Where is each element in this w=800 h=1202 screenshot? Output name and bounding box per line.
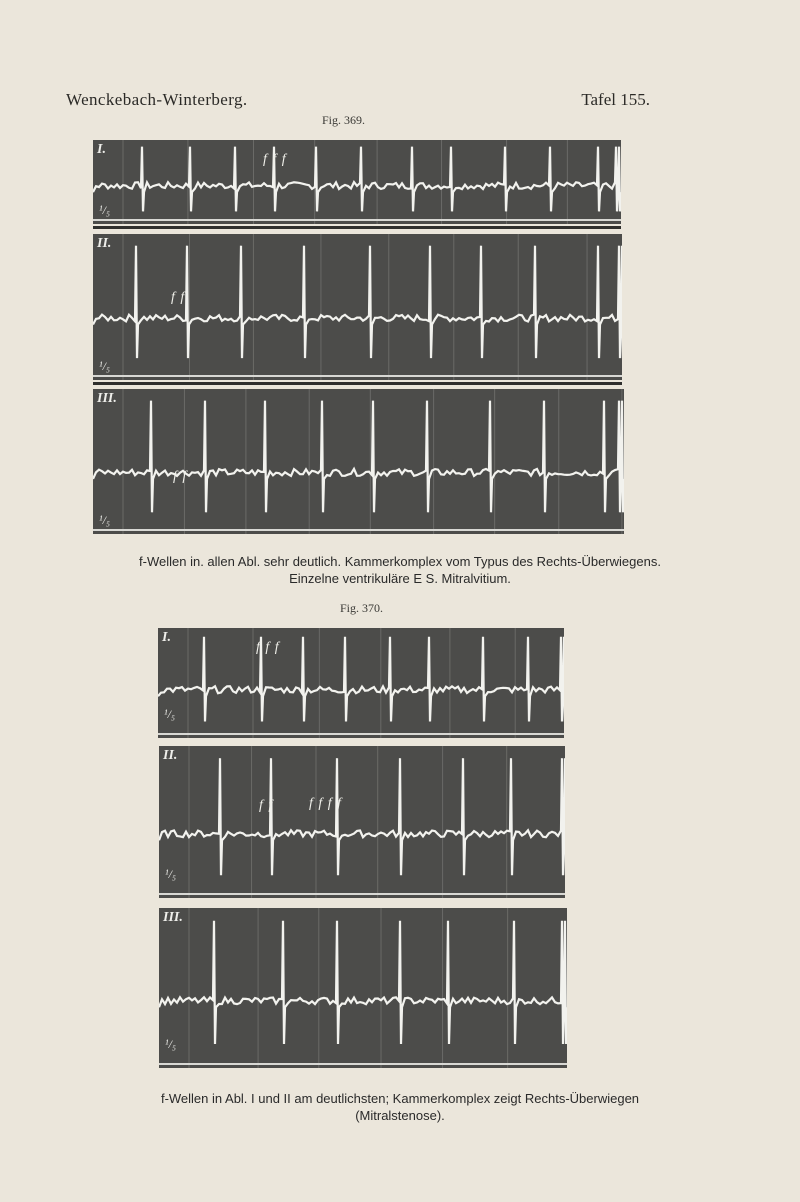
ecg-trace — [159, 746, 565, 898]
time-mark: ¹/₅ — [165, 1037, 177, 1051]
lead-label: III. — [97, 391, 117, 406]
ecg-waveform — [93, 147, 621, 212]
f-wave-label: f f f — [263, 152, 287, 167]
lead-label: III. — [163, 910, 183, 925]
divider — [93, 382, 622, 385]
lead-label: II. — [163, 748, 178, 763]
f-wave-label: f f — [171, 290, 186, 305]
figure-369-caption — [60, 553, 740, 587]
ecg-strip-369-lead-2 — [93, 234, 622, 380]
lead-label: I. — [97, 142, 106, 157]
ecg-strip-370-lead-2 — [159, 746, 565, 898]
f-wave-label: f f f — [256, 640, 280, 655]
caption-line: (Mitralstenose). — [355, 1108, 445, 1123]
f-wave-label: f f — [259, 798, 274, 813]
ecg-strip-369-lead-1 — [93, 140, 621, 224]
divider — [93, 226, 621, 229]
caption-line: f-Wellen in Abl. I und II am deutlichsten; Kammerkomplex zeigt Rechts-Überwiegen — [160, 1091, 640, 1106]
ecg-trace — [93, 234, 622, 380]
plate-number: Tafel 155. — [581, 90, 650, 109]
time-mark: ¹/₅ — [99, 359, 111, 373]
ecg-trace — [93, 140, 621, 224]
lead-label: I. — [162, 630, 171, 645]
figure-370-label: Fig. 370. — [340, 601, 384, 615]
ecg-strip-370-lead-3 — [159, 908, 567, 1068]
ecg-waveform — [158, 637, 564, 722]
ecg-trace — [93, 389, 624, 534]
ecg-waveform — [159, 758, 565, 875]
ecg-strip-370-lead-1 — [158, 628, 564, 738]
authors-header: Wenckebach-Winterberg. — [66, 90, 248, 109]
ecg-trace — [158, 628, 564, 738]
lead-label: II. — [97, 236, 112, 251]
f-wave-label: f f f f — [309, 796, 343, 811]
time-mark: ¹/₅ — [99, 513, 111, 527]
caption-line: Einzelne ventrikuläre E S. Mitralvitium. — [289, 571, 511, 586]
ecg-waveform — [93, 401, 624, 513]
f-wave-label: f f — [173, 469, 188, 484]
time-mark: ¹/₅ — [165, 867, 177, 881]
ecg-waveform — [159, 921, 567, 1044]
time-mark: ¹/₅ — [164, 707, 176, 721]
figure-369-label: Fig. 369. — [322, 113, 366, 127]
ecg-trace — [159, 908, 567, 1068]
figure-370-caption — [60, 1090, 740, 1124]
caption-line: f-Wellen in. allen Abl. sehr deutlich. Kammerkomplex vom Typus des Rechts-Überwiegens. — [139, 554, 661, 569]
ecg-strip-369-lead-3 — [93, 389, 624, 534]
time-mark: ¹/₅ — [99, 203, 111, 217]
